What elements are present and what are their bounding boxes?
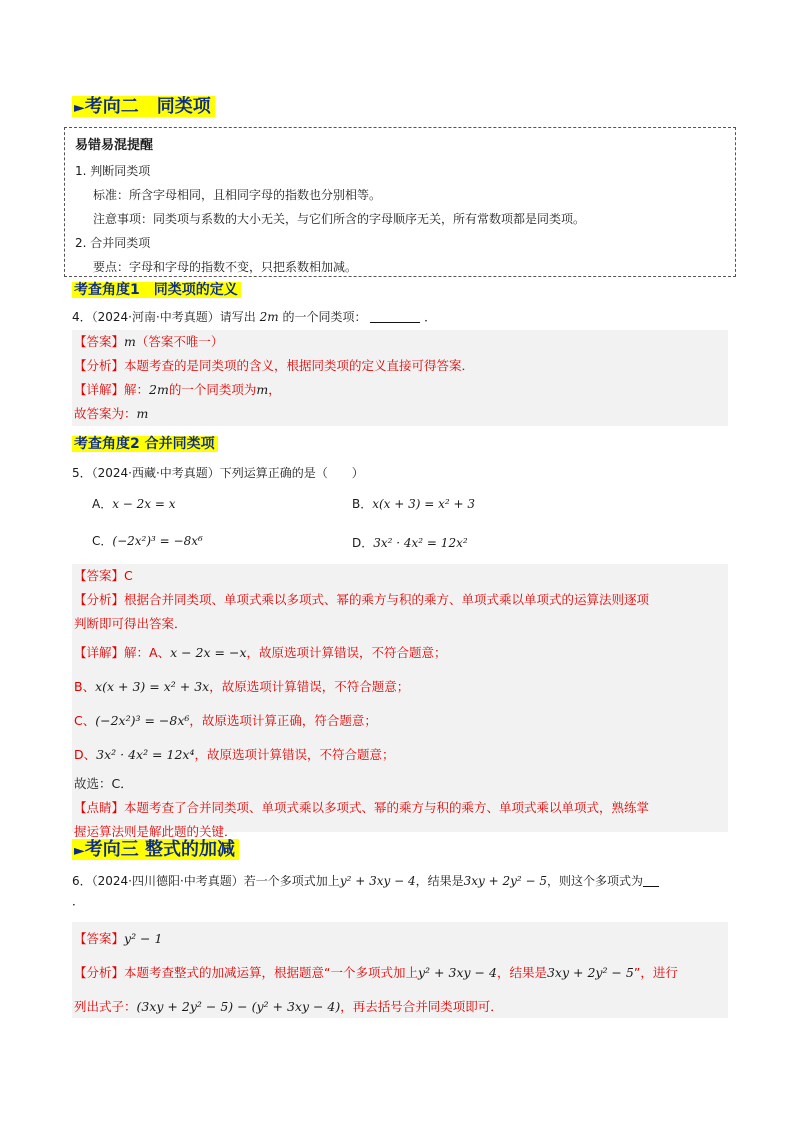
- section-heading-2: [72, 95, 215, 119]
- detail-row: C、(−2x²)³ = −8x⁶，故原选项计算正确，符合题意；: [74, 713, 377, 728]
- analysis-row: 列出式子：(3xy + 2y² − 5) − (y² + 3xy − 4)，再去括号合并同类项即可．: [74, 999, 503, 1014]
- detail-row: D、3x² · 4x² = 12x⁴，故原选项计算错误，不符合题意；: [74, 747, 395, 762]
- tips-title: 易错易混提醒: [75, 138, 154, 153]
- detail-row: B、x(x + 3) = x² + 3x，故原选项计算错误，不符合题意；: [74, 679, 410, 694]
- tips-box: [64, 127, 736, 277]
- answer-row: 【答案】y² − 1: [74, 931, 163, 946]
- question-6: 6．（2024·四川德阳·中考真题）若一个多项式加上y² + 3xy − 4，结果是3xy + 2y² − 5，则这个多项式为 ．: [72, 871, 732, 911]
- analysis-row: 【分析】本题考查的是同类项的含义，根据同类项的定义直接可得答案．: [74, 358, 475, 373]
- comment-row: 握运算法则是解此题的关键．: [74, 824, 237, 839]
- question-4: 4．（2024·河南·中考真题）请写出 2m 的一个同类项： ．: [72, 310, 437, 324]
- analysis-row: 判断即可得出答案．: [74, 616, 187, 631]
- angle-heading-2: 考查角度2 合并同类项: [72, 434, 218, 454]
- arrow-icon: ►: [74, 843, 85, 859]
- angle-heading-1: 考查角度1 同类项的定义: [72, 280, 241, 300]
- option-d: D．3x² · 4x² = 12x²: [352, 536, 468, 550]
- comment-row: 【点睛】本题考查了合并同类项、单项式乘以多项式、幂的乘方与积的乘方、单项式乘以单项式，熟练掌: [74, 800, 650, 815]
- section-heading-3: [72, 838, 239, 862]
- detail-row: 【详解】解：A、x − 2x = −x，故原选项计算错误，不符合题意；: [74, 645, 447, 660]
- q4-expr: 2m: [259, 310, 279, 324]
- arrow-icon: ►: [74, 100, 85, 116]
- choose-row: 故选：C．: [74, 776, 133, 791]
- option-b: B．x(x + 3) = x² + 3: [352, 497, 476, 511]
- q4-suffix: 的一个同类项：: [282, 310, 367, 324]
- conclusion-row: 故答案为：m: [74, 406, 149, 421]
- answer-blank: [370, 308, 420, 323]
- answer-blank: [643, 872, 659, 887]
- tips-line: 要点：字母和字母的指数不变，只把系数相加减。: [93, 260, 358, 274]
- section-title: 考向三 整式的加减: [84, 839, 236, 860]
- question-5: 5．（2024·西藏·中考真题）下列运算正确的是（ ）: [72, 466, 364, 480]
- tips-line: 2. 合并同类项: [75, 236, 151, 250]
- option-a: A．x − 2x = x: [92, 497, 176, 511]
- analysis-row: 【分析】根据合并同类项、单项式乘以多项式、幂的乘方与积的乘方、单项式乘以单项式的运算法则逐项: [74, 592, 650, 607]
- q5-solution: [72, 564, 728, 839]
- option-c: C．(−2x²)³ = −8x⁶: [92, 534, 203, 548]
- q4-solution: [72, 330, 728, 426]
- tips-line: 标准：所含字母相同，且相同字母的指数也分别相等。: [93, 188, 382, 202]
- tips-line: 注意事项：同类项与系数的大小无关，与它们所含的字母顺序无关，所有常数项都是同类项。: [93, 212, 586, 226]
- answer-row: 【答案】m（答案不唯一）: [74, 334, 224, 349]
- q6-solution: [72, 922, 728, 1018]
- answer-row: 【答案】C: [74, 568, 133, 583]
- q4-prefix: 4．（2024·河南·中考真题）请写出: [72, 310, 256, 324]
- section-title: 考向二 同类项: [84, 96, 211, 117]
- analysis-row: 【分析】本题考查整式的加减运算，根据题意“一个多项式加上y² + 3xy − 4，结果是3xy + 2y² − 5”，进行: [74, 965, 678, 980]
- tips-line: 1. 判断同类项: [75, 164, 151, 178]
- detail-row: 【详解】解：2m的一个同类项为m，: [74, 382, 281, 397]
